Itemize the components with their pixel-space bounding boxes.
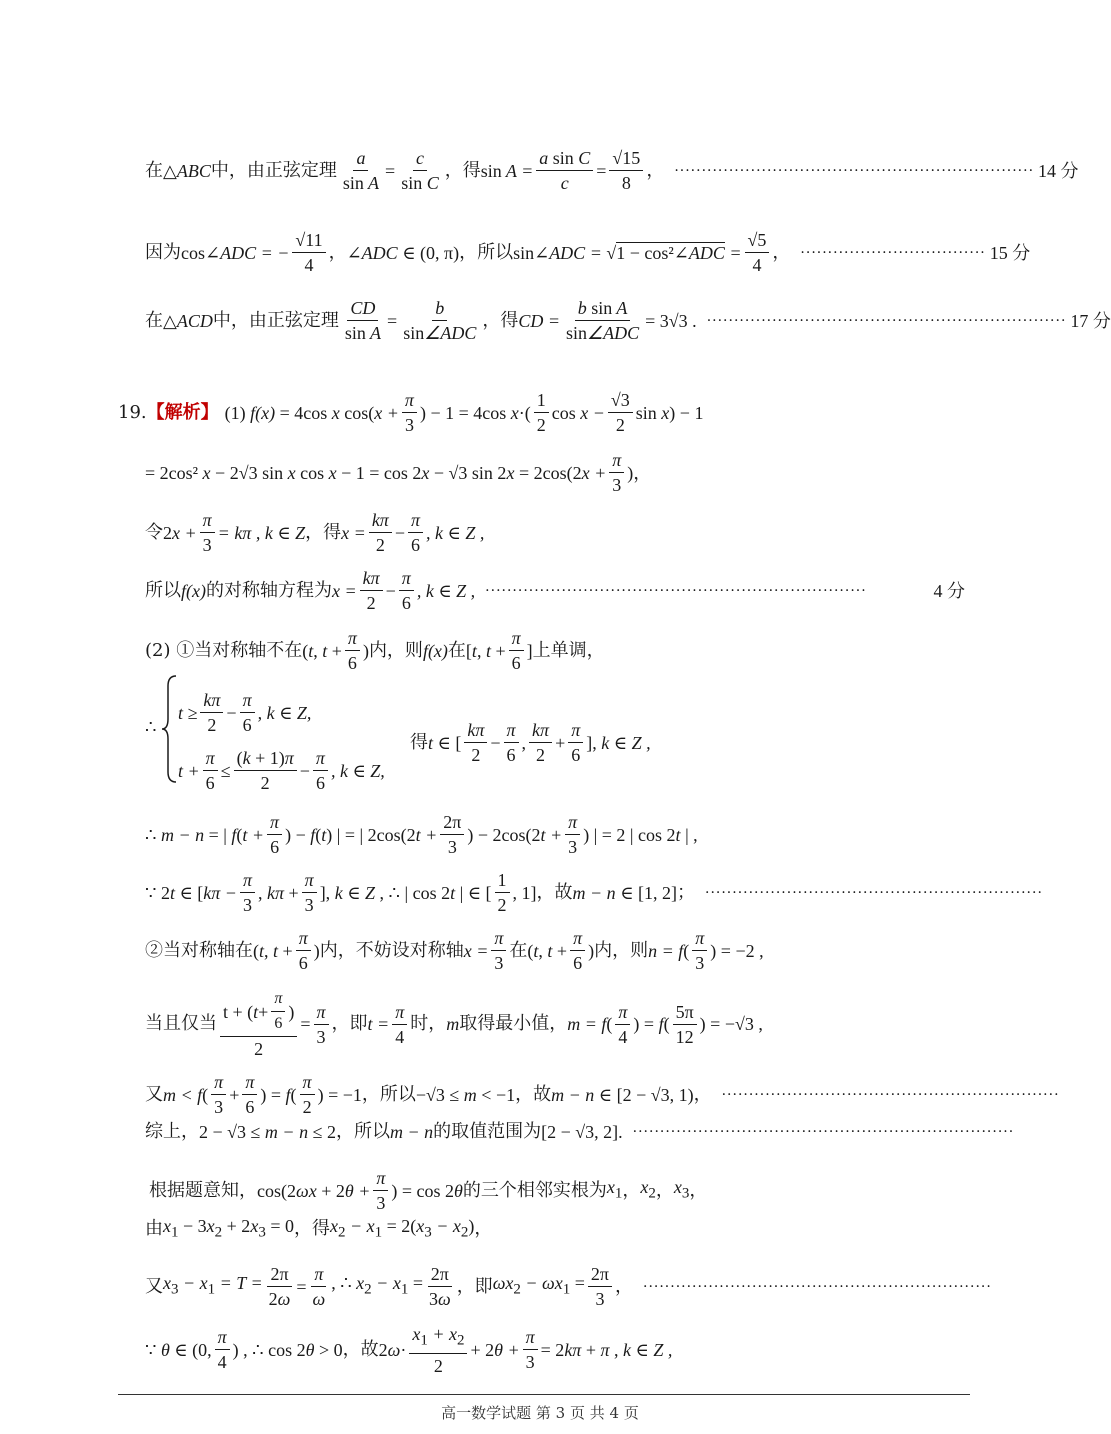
solution-line-17: 由 $x_1 - 3x_2 + 2x_3 = 0$ ，得 $x_2 - x_1 = 2(x_3 - x_2)$ ，: [145, 1216, 493, 1241]
fraction: $\frac{\pi}{6}$: [313, 746, 328, 795]
solution-line-13: 当且仅当 t + ( t + $\frac{\pi}{6}$ ) 2 = $\frac{\pi}{3}$ ，即 t = $\frac{\pi}{4}$ 时， m 取得最小值， m = f( $\frac{\pi}{4}$ ) = f( $\frac{5\pi}{12}$ ) = −√3 ,: [145, 996, 965, 1052]
solution-line-14: 又 m < f( $\frac{\pi}{3}$ + $\frac{\pi}{6}$ ) = f( $\frac{\pi}{2}$ ) = −1 ，所以 −√3 ≤ m < −1 ，故 m − n ∈ [2 − √3, 1) ， ······························································: [145, 1072, 1060, 1117]
solution-line-7: 所以 f(x) 的对称轴方程为 x = $\frac{k\pi}{2}$ − $\frac{\pi}{6}$ , k ∈ Z , ······································································ 4 分: [145, 568, 965, 613]
problem-19-line: 19. 【解析】 (1) f(x) = 4cos x cos(x + $\frac{\pi}{3}$ ) − 1 = 4cos x·( $\frac{1}{2}$ cos x − $\frac{√3}{2}$ sin x) − 1: [118, 390, 704, 435]
fraction: $\frac{\pi}{3}$: [240, 868, 255, 917]
fraction: $\frac{\pi}{6}$: [267, 810, 282, 859]
fraction: $\frac{k\pi}{2}$: [529, 718, 552, 767]
score-leader-dots: ······································································: [485, 582, 867, 599]
inequality-1: t ≥ $\frac{k\pi}{2}$ − $\frac{\pi}{6}$ , k ∈ Z,: [178, 690, 312, 735]
fraction: $\frac{\pi}{3}$: [302, 868, 317, 917]
fraction: $\frac{2\pi}{3}$: [588, 1262, 612, 1311]
solution-line-15: 综上， 2 − √3 ≤ m − n ≤ 2 ，所以 m − n 的取值范围为 [2 − √3, 2]. ······································································: [145, 1121, 1015, 1142]
footer-divider: [118, 1394, 970, 1395]
fraction: $\frac{2\pi}{2\omega}$: [268, 1264, 291, 1309]
fraction: $\frac{\text{b sin A}}{\text{sin∠ADC}}$: [566, 298, 640, 343]
fraction: $\frac{\pi}{6}$: [509, 626, 524, 675]
solution-line-16: 根据题意知， cos(2ωx + 2θ + $\frac{\pi}{3}$ ) = cos 2θ 的三个相邻实根为 $x_1$ ， $x_2$ ， $x_3$ ，: [149, 1168, 708, 1213]
score-label: 4 分: [933, 580, 965, 601]
therefore-symbol: ∴: [145, 717, 157, 738]
fraction: $\frac{√15}{8}$: [609, 146, 643, 195]
fraction: $\frac{√3}{2}$: [608, 388, 633, 437]
score-label: 14 分: [1038, 160, 1079, 181]
fraction: $\frac{x_1 + x_2}{2}$: [409, 1322, 467, 1378]
fraction: $\frac{\pi}{6}$: [568, 718, 583, 767]
fraction: $\frac{\pi}{3}$: [565, 810, 580, 859]
fraction: $\frac{\pi}{4}$: [392, 1000, 407, 1049]
fraction: $\frac{5\pi}{12}$: [673, 1000, 697, 1049]
fraction: $\frac{\pi}{3}$: [200, 508, 215, 557]
solution-line-10: ∴ m − n = | f(t + $\frac{\pi}{6}$ ) − f(t) | = | 2cos(2t + $\frac{2\pi}{3}$ ) − 2cos(2t + $\frac{\pi}{3}$ ) | = 2 | cos 2t | ,: [145, 812, 698, 857]
fraction: $\frac{\pi}{6}$: [570, 926, 585, 975]
solution-line-8: (2) ①当对称轴不在 (t, t + $\frac{\pi}{6}$ ) 内，则 f(x) 在 [t, t + $\frac{\pi}{6}$ ] 上单调，: [145, 628, 605, 673]
fraction: $\frac{\text{a sin C}}{c}$: [536, 146, 593, 195]
fraction: $\frac{\pi}{4}$: [215, 1325, 230, 1374]
fraction: $\frac{\pi}{3}$: [314, 1000, 329, 1049]
fraction: $\frac{(k + 1)\pi}{2}$: [234, 746, 297, 795]
fraction: t + ( t + $\frac{\pi}{6}$ ) 2: [220, 987, 297, 1061]
fraction: $\frac{√5}{4}$: [745, 228, 770, 277]
score-label: 15 分: [989, 242, 1031, 263]
score-leader-dots: ······································································: [632, 1124, 1015, 1140]
fraction: $\frac{k\pi}{2}$: [369, 508, 392, 557]
fraction: $\frac{k\pi}{2}$: [464, 718, 487, 767]
fraction: $\frac{\pi}{3}$: [211, 1070, 226, 1119]
fraction: $\frac{\pi}{6}$: [345, 626, 360, 675]
solution-line-11: ∵ 2t ∈ [kπ − $\frac{\pi}{3}$ , kπ + $\frac{\pi}{3}$ ], k ∈ Z , ∴ | cos 2t | ∈ [ $\frac{1}{2}$ , 1] ，故 m − n ∈ [1, 2] ； ······························································: [145, 870, 1043, 915]
fraction: $\frac{\pi}{6}$: [504, 718, 519, 767]
left-brace-icon: [160, 674, 178, 784]
fraction: $\frac{\pi}{\omega}$: [312, 1264, 326, 1309]
fraction: $\frac{\pi}{6}$: [296, 926, 311, 975]
solution-line-12: ②当对称轴在 (t, t + $\frac{\pi}{6}$ ) 内，不妨设对称轴 x = $\frac{\pi}{3}$ 在 (t, t + $\frac{\pi}{6}$ ) 内，则 n = f( $\frac{\pi}{3}$ ) = −2 ,: [145, 928, 764, 973]
fraction: $\frac{b}{\text{sin∠ADC}}$: [403, 298, 477, 343]
fraction: $\frac{\pi}{6}$: [242, 1070, 257, 1119]
jiexi-tag: 【解析】: [146, 401, 219, 423]
score-leader-dots: ······························································: [721, 1086, 1060, 1103]
fraction: $\frac{\pi}{6}$: [408, 508, 423, 557]
fraction: $\frac{\pi}{6}$: [203, 746, 218, 795]
fraction: $\frac{\pi}{4}$: [615, 1000, 630, 1049]
score-leader-dots: ································································: [643, 1278, 992, 1295]
solution-line-18: 又 $x_3 - x_1 = T$ = $\frac{2\pi}{2\omega}$ = $\frac{\pi}{\omega}$ , ∴ $x_2 - x_1$ = $\frac{2\pi}{3\omega}$ ，即 $\omega x_2 - \omega x_1$ = $\frac{2\pi}{3}$ ， ································································: [145, 1264, 992, 1309]
fraction: $\frac{\pi}{3}$: [491, 926, 506, 975]
score-label: 17 分: [1070, 310, 1111, 331]
score-leader-dots: ··································································: [674, 162, 1035, 179]
fraction: $\frac{\pi}{3}$: [373, 1166, 388, 1215]
inequality-2: t + $\frac{\pi}{6}$ ≤ $\frac{(k + 1)\pi}{2}$ − $\frac{\pi}{6}$ , k ∈ Z,: [178, 748, 385, 793]
solution-line-6: 令 2x + $\frac{\pi}{3}$ = kπ , k ∈ Z ，得 x = $\frac{k\pi}{2}$ − $\frac{\pi}{6}$ , k ∈ Z ,: [145, 510, 485, 555]
fraction: $\frac{\pi}{3}$: [402, 388, 417, 437]
solution-line-2: 因为 cos∠ADC = − $\frac{√11}{4}$ ， ∠ADC ∈ (0, π) ，所以 sin∠ADC = √1 − cos²∠ADC = $\frac{√5}{4}$ ， ·································· 15 分: [145, 230, 1031, 275]
fraction: $\frac{\pi}{3}$: [523, 1325, 538, 1374]
fraction: $\frac{CD}{\text{sin A}}$: [344, 298, 382, 343]
solution-line-5: = 2cos² x − 2√3 sin x cos x − 1 = cos 2x − √3 sin 2x = 2cos(2x + $\frac{\pi}{3}$ )，: [145, 450, 652, 495]
page-footer: 高一数学试题 第 3 页 共 4 页: [441, 1404, 639, 1422]
fraction: $\frac{\pi}{6}$: [399, 566, 414, 615]
interval-result: 得 t ∈ [ $\frac{k\pi}{2}$ − $\frac{\pi}{6}$ , $\frac{k\pi}{2}$ + $\frac{\pi}{6}$ ], k ∈ Z ,: [410, 720, 651, 765]
score-leader-dots: ······························································: [705, 884, 1043, 901]
fraction: $\frac{k\pi}{2}$: [360, 566, 383, 615]
score-leader-dots: ··································································: [706, 312, 1067, 329]
fraction: $\frac{1}{2}$: [534, 388, 549, 437]
fraction: $\frac{k\pi}{2}$: [200, 688, 223, 737]
fraction: $\frac{\pi}{2}$: [300, 1070, 315, 1119]
fraction: $\frac{\pi}{6}$: [240, 688, 255, 737]
fraction: $\frac{\pi}{3}$: [609, 448, 624, 497]
solution-line-3: 在 △ ACD 中，由正弦定理 $\frac{CD}{\text{sin A}}$ = $\frac{b}{\text{sin∠ADC}}$ ，得 CD = $\frac{\text{b sin A}}{\text{sin∠ADC}}$ = 3√3 . ·································································· 17 分: [145, 298, 1111, 343]
fraction: $\frac{a}{\text{sin A}}$: [342, 148, 380, 193]
score-leader-dots: ··································: [800, 244, 986, 261]
solution-line-19: ∵ θ ∈ (0, $\frac{\pi}{4}$ ) , ∴ cos 2θ > 0 ，故 2ω· $\frac{x_1 + x_2}{2}$ + 2θ + $\frac{\pi}{3}$ = 2kπ + π , k ∈ Z ,: [145, 1324, 673, 1376]
fraction: $\frac{2\pi}{3\omega}$: [428, 1264, 451, 1309]
fraction: $\frac{√11}{4}$: [292, 228, 325, 277]
fraction: $\frac{1}{2}$: [495, 868, 510, 917]
problem-number: 19.: [118, 401, 147, 423]
solution-line-1: 在 △ ABC 中，由正弦定理 $\frac{a}{\text{sin A}}$ = $\frac{c}{\text{sin C}}$ ，得 sin A = $\frac{\text{a sin C}}{c}$ = $\frac{√15}{8}$ ， ·································································· 14 分: [145, 148, 1079, 193]
fraction: $\frac{\pi}{3}$: [692, 926, 707, 975]
fraction: $\frac{2\pi}{3}$: [440, 810, 464, 859]
fraction: $\frac{c}{\text{sin C}}$: [401, 148, 439, 193]
